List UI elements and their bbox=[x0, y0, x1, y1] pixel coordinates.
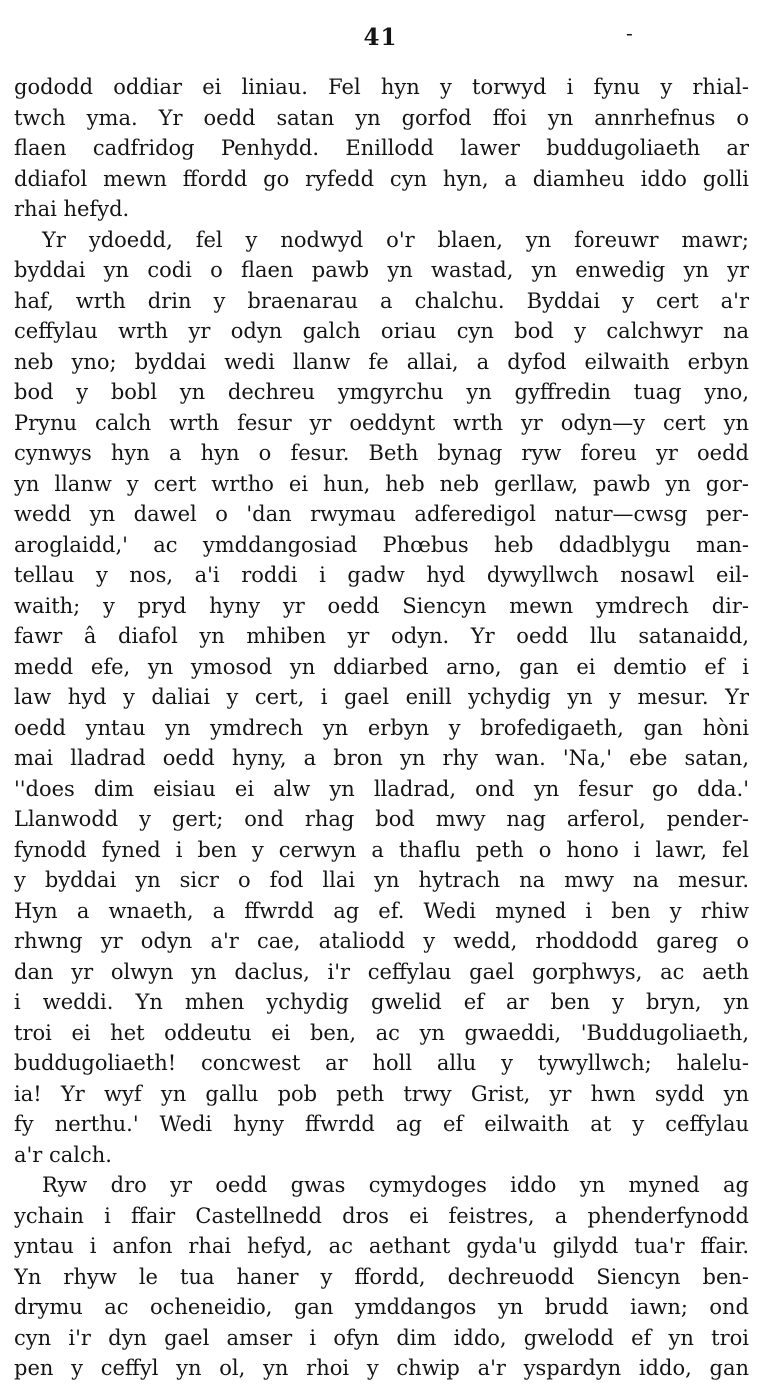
text-line: drymu ac ocheneidio, gan ymddangos yn brudd iawn; ond bbox=[14, 1295, 749, 1319]
text-line: Llanwodd y gert; ond rhag bod mwy nag arferol, pender- bbox=[14, 807, 749, 831]
page-number: 41 bbox=[363, 24, 398, 51]
text-line: ia! Yr wyf yn gallu pob peth trwy Grist, yr hwn sydd yn bbox=[14, 1081, 749, 1106]
text-line: cyn i'r dyn gael amser i ofyn dim iddo, gwelodd ef yn troi bbox=[14, 1325, 749, 1350]
text-line: troi ei het oddeutu ei ben, ac yn gwaeddi, 'Buddugoliaeth, bbox=[14, 1020, 749, 1045]
body-text bbox=[14, 72, 749, 1384]
text-line: aroglaidd,' ac ymddangosiad Phœbus heb ddadblygu man- bbox=[14, 532, 749, 557]
text-line: haf, wrth drin y braenarau a chalchu. Byddai y cert a'r bbox=[14, 288, 749, 313]
text-line: neb yno; byddai wedi llanw fe allai, a dyfod eilwaith erbyn bbox=[14, 349, 749, 374]
text-line: pen y ceffyl yn ol, yn rhoi y chwip a'r yspardyn iddo, gan bbox=[14, 1356, 749, 1380]
text-line: fy nerthu.' Wedi hyny ffwrdd ag ef eilwaith at y ceffylau bbox=[14, 1112, 749, 1136]
text-line: a'r calch. bbox=[14, 1142, 112, 1167]
text-line: dan yr olwyn yn daclus, i'r ceffylau gael gorphwys, ac aeth bbox=[14, 959, 749, 984]
text-line: gododd oddiar ei liniau. Fel hyn y torwyd i fynu y rhial- bbox=[14, 75, 749, 99]
text-line: bod y bobl yn dechreu ymgyrchu yn gyffredin tuag yno, bbox=[14, 380, 749, 404]
text-line: fawr â diafol yn mhiben yr odyn. Yr oedd llu satanaidd, bbox=[14, 624, 749, 648]
text-line: ychain i ffair Castellnedd dros ei feistres, a phenderfynodd bbox=[14, 1203, 749, 1228]
text-line: cynwys hyn a hyn o fesur. Beth bynag ryw foreu yr oedd bbox=[14, 441, 749, 465]
text-line: oedd yntau yn ymdrech yn erbyn y brofedigaeth, gan hòni bbox=[14, 715, 749, 740]
text-line: rhai hefyd. bbox=[14, 197, 130, 221]
text-line: tellau y nos, a'i roddi i gadw hyd dywyllwch nosawl eil- bbox=[14, 563, 749, 587]
text-line: twch yma. Yr oedd satan yn gorfod ffoi yn annrhefnus o bbox=[14, 105, 749, 130]
text-line: Hyn a wnaeth, a ffwrdd ag ef. Wedi myned i ben y rhiw bbox=[14, 898, 749, 923]
corner-dash-mark: - bbox=[626, 21, 633, 45]
text-line: mai lladrad oedd hyny, a bron yn rhy wan. 'Na,' ebe satan, bbox=[14, 746, 749, 770]
text-line: fynodd fyned i ben y cerwyn a thaflu peth o hono i lawr, fel bbox=[14, 837, 749, 862]
text-line: wedd yn dawel o 'dan rwymau adferedigol natur—cwsg per- bbox=[14, 502, 749, 526]
text-line: yn llanw y cert wrtho ei hun, heb neb gerllaw, pawb yn gor- bbox=[14, 471, 749, 496]
text-line: medd efe, yn ymosod yn ddiarbed arno, gan ei demtio ef i bbox=[14, 654, 749, 679]
text-line: rhwng yr odyn a'r cae, ataliodd y wedd, rhoddodd gareg o bbox=[14, 929, 749, 953]
text-line: buddugoliaeth! concwest ar holl allu y tywyllwch; halelu- bbox=[14, 1051, 749, 1075]
text-line: ''does dim eisiau ei alw yn lladrad, ond yn fesur go dda.' bbox=[14, 776, 749, 801]
text-line: waith; y pryd hyny yr oedd Siencyn mewn ymdrech dir- bbox=[14, 593, 749, 618]
text-line: flaen cadfridog Penhydd. Enillodd lawer buddugoliaeth ar bbox=[14, 136, 749, 160]
text-line: Yn rhyw le tua haner y ffordd, dechreuodd Siencyn ben- bbox=[14, 1264, 749, 1289]
text-line: i weddi. Yn mhen ychydig gwelid ef ar ben y bryn, yn bbox=[14, 990, 749, 1014]
text-line: Prynu calch wrth fesur yr oeddynt wrth yr odyn—y cert yn bbox=[14, 410, 749, 435]
text-line: Ryw dro yr oedd gwas cymydoges iddo yn myned ag bbox=[42, 1173, 749, 1197]
text-line: byddai yn codi o flaen pawb yn wastad, yn enwedig yn yr bbox=[14, 258, 749, 282]
text-line: yntau i anfon rhai hefyd, ac aethant gyda'u gilydd tua'r ffair. bbox=[14, 1234, 749, 1258]
text-line: y byddai yn sicr o fod llai yn hytrach na mwy na mesur. bbox=[14, 868, 749, 892]
text-line: Yr ydoedd, fel y nodwyd o'r blaen, yn foreuwr mawr; bbox=[42, 227, 749, 252]
text-line: law hyd y daliai y cert, i gael enill ychydig yn y mesur. Yr bbox=[14, 685, 749, 709]
text-line: ceffylau wrth yr odyn galch oriau cyn bod y calchwyr na bbox=[14, 319, 749, 343]
text-line: ddiafol mewn ffordd go ryfedd cyn hyn, a diamheu iddo golli bbox=[14, 166, 749, 191]
